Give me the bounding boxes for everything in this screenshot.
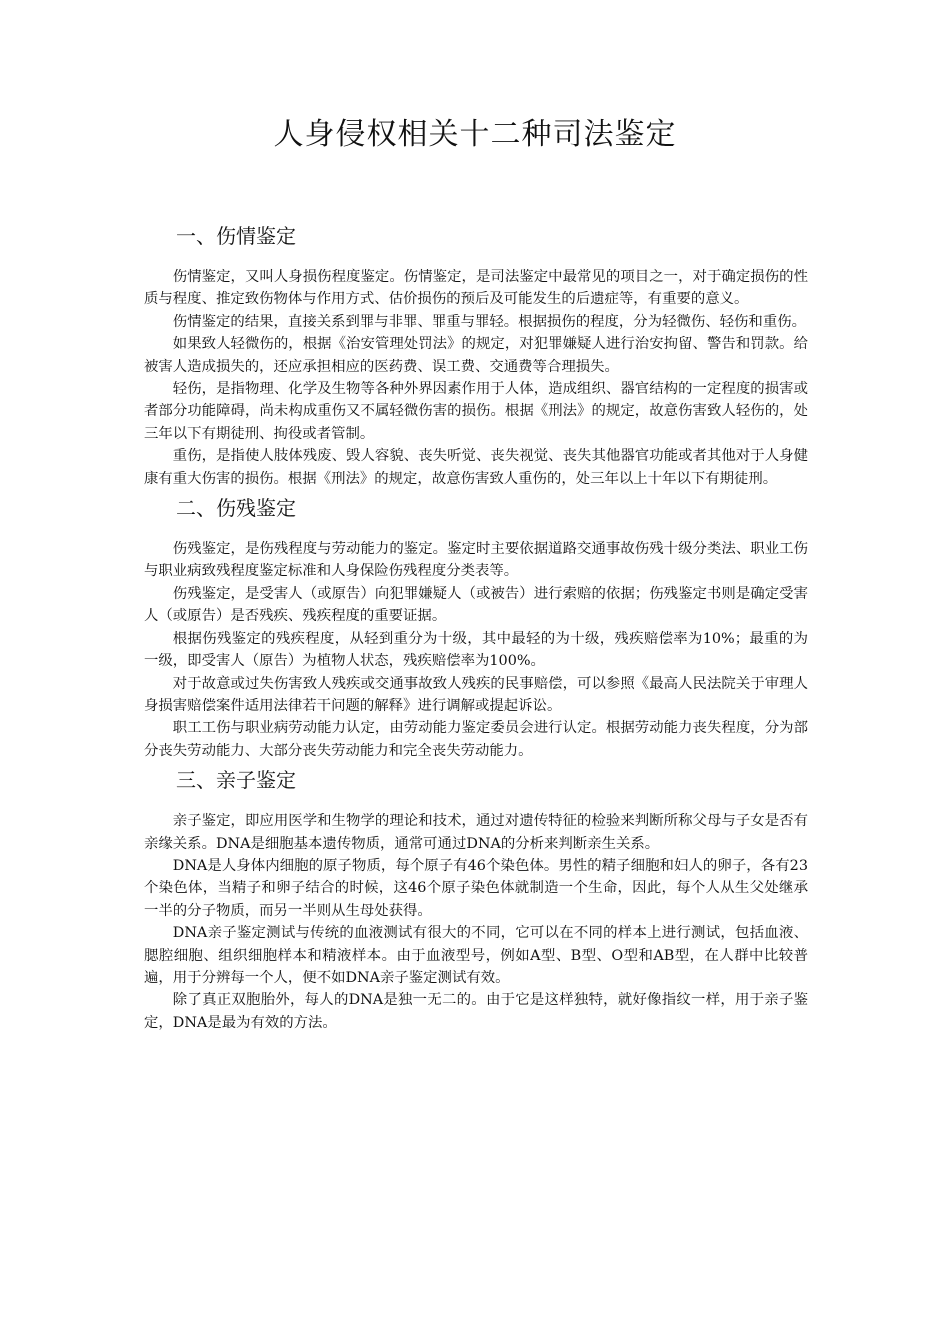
paragraph: 根据伤残鉴定的残疾程度，从轻到重分为十级，其中最轻的为十级，残疾赔偿率为10%；最重的为一级，即受害人（原告）为植物人状态，残疾赔偿率为100%。 [144,630,808,670]
paragraph: 除了真正双胞胎外，每人的DNA是独一无二的。由于它是这样独特，就好像指纹一样，用于亲子鉴定，DNA是最为有效的方法。 [144,992,808,1031]
paragraph: 亲子鉴定，即应用医学和生物学的理论和技术，通过对遗传特征的检验来判断所称父母与子女是否有亲缘关系。DNA是细胞基本遗传物质，通常可通过DNA的分析来判断亲生关系。 [144,813,808,852]
section-heading: 二、伤残鉴定 [176,496,296,521]
document-body [144,220,808,1036]
paragraph: 伤情鉴定的结果，直接关系到罪与非罪、罪重与罪轻。根据损伤的程度，分为轻微伤、轻伤和重伤。 [172,313,806,330]
paragraph: 如果致人轻微伤的，根据《治安管理处罚法》的规定，对犯罪嫌疑人进行治安拘留、警告和罚款。给被害人造成损失的，还应承担相应的医药费、误工费、交通费等合理损失。 [144,336,808,375]
section-injury-assessment [144,220,808,490]
paragraph: DNA是人身体内细胞的原子物质，每个原子有46个染色体。男性的精子细胞和妇人的卵子，各有23个染色体，当精子和卵子结合的时候，这46个原子染色体就制造一个生命，因此，每个人从生父处继承一半的分子物质，而另一半则从生母处获得。 [144,857,808,919]
section-heading: 一、伤情鉴定 [176,224,296,248]
paragraph: 伤残鉴定，是受害人（或原告）向犯罪嫌疑人（或被告）进行索赔的依据；伤残鉴定书则是确定受害人（或原告）是否残疾、残疾程度的重要证据。 [144,585,808,625]
paragraph: 轻伤，是指物理、化学及生物等各种外界因素作用于人体，造成组织、器官结构的一定程度的损害或者部分功能障碍，尚未构成重伤又不属轻微伤害的损伤。根据《刑法》的规定，故意伤害致人轻伤的，处三年以下有期徒刑、拘役或者管制。 [144,381,808,442]
section-disability-assessment [144,492,808,762]
paragraph: DNA亲子鉴定测试与传统的血液测试有很大的不同，它可以在不同的样本上进行测试，包括血液、腮腔细胞、组织细胞样本和精液样本。由于血液型号，例如A型、B型、O型和AB型，在人群中比较普遍，用于分辨每一个人，便不如DNA亲子鉴定测试有效。 [144,925,808,986]
section-paternity-test [144,764,808,1034]
paragraph: 伤情鉴定，又叫人身损伤程度鉴定。伤情鉴定，是司法鉴定中最常见的项目之一，对于确定损伤的性质与程度、推定致伤物体与作用方式、估价损伤的预后及可能发生的后遗症等，有重要的意义。 [144,269,808,308]
paragraph: 重伤，是指使人肢体残废、毁人容貌、丧失听觉、丧失视觉、丧失其他器官功能或者其他对于人身健康有重大伤害的损伤。根据《刑法》的规定，故意伤害致人重伤的，处三年以上十年以下有期徒刑。 [144,448,808,487]
paragraph: 对于故意或过失伤害致人残疾或交通事故致人残疾的民事赔偿，可以参照《最高人民法院关于审理人身损害赔偿案件适用法律若干问题的解释》进行调解或提起诉讼。 [144,675,808,714]
document-title: 人身侵权相关十二种司法鉴定 [273,117,677,152]
paragraph: 职工工伤与职业病劳动能力认定，由劳动能力鉴定委员会进行认定。根据劳动能力丧失程度，分为部分丧失劳动能力、大部分丧失劳动能力和完全丧失劳动能力。 [144,720,808,759]
paragraph: 伤残鉴定，是伤残程度与劳动能力的鉴定。鉴定时主要依据道路交通事故伤残十级分类法、职业工伤与职业病致残程度鉴定标准和人身保险伤残程度分类表等。 [144,541,808,580]
section-heading: 三、亲子鉴定 [176,768,296,793]
